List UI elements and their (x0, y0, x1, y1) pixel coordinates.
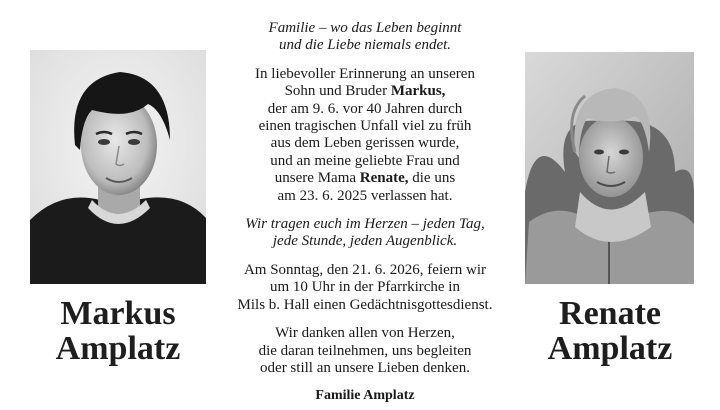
obituary-text (214, 20, 516, 405)
quote-line-1: Wir tragen euch im Herzen – jeden Tag, (245, 216, 485, 233)
last-name-markus: Amplatz (55, 330, 181, 367)
thanks-line-1: Wir danken allen von Herzen, (275, 325, 455, 342)
remembrance-line-7: unsere Mama Renate, die uns (274, 170, 456, 187)
quote-line-2: jede Stunde, jeden Augenblick. (272, 233, 458, 250)
portrait-photo-renate (525, 52, 694, 284)
name-markus (30, 296, 206, 366)
family-signature: Familie Amplatz (315, 388, 415, 404)
name-renate (522, 296, 698, 366)
remembrance-line-5: aus dem Leben gerissen wurde, (270, 135, 460, 152)
remembrance-line-3: der am 9. 6. vor 40 Jahren durch (267, 100, 463, 117)
mass-line-2: um 10 Uhr in der Pfarrkirche in (270, 279, 460, 296)
motto-line-2: und die Liebe niemals endet. (278, 37, 452, 54)
portrait-renate-image (525, 52, 694, 284)
highlight-markus: Markus, (390, 83, 446, 100)
first-name-markus: Markus (60, 295, 176, 332)
remembrance-line-8: am 23. 6. 2025 verlassen hat. (277, 187, 453, 204)
mass-line-3: Mils b. Hall einen Gedächtnisgottesdienst. (237, 296, 493, 313)
motto-line-1: Familie – wo das Leben beginnt (268, 20, 462, 36)
thanks-line-2: die daran teilnehmen, uns begleiten (258, 342, 472, 359)
portrait-photo-markus (30, 50, 206, 284)
remembrance-line-2: Sohn und Bruder Markus, (284, 83, 446, 100)
remembrance-line-1: In liebevoller Erinnerung an unseren (255, 65, 475, 82)
last-name-renate: Amplatz (547, 330, 673, 367)
portrait-markus-image (30, 50, 206, 284)
highlight-renate: Renate, (359, 170, 409, 187)
thanks-line-3: oder still an unsere Lieben denken. (260, 359, 470, 376)
remembrance-line-6: und an meine geliebte Frau und (270, 152, 460, 169)
first-name-renate: Renate (559, 295, 661, 332)
mass-line-1: Am Sonntag, den 21. 6. 2026, feiern wir (243, 261, 487, 278)
remembrance-line-4: einen tragischen Unfall viel zu früh (258, 118, 472, 135)
